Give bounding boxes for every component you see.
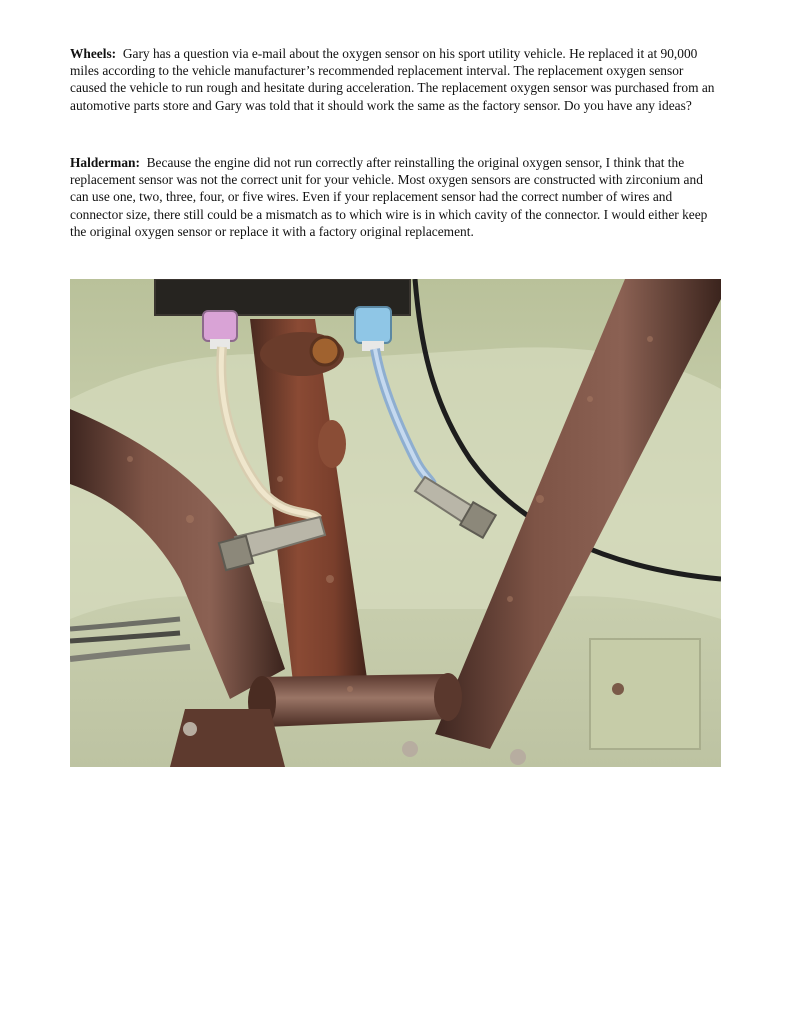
question-text: Gary has a question via e-mail about the oxygen sensor on his sport utility vehicle. He replaced it at 90,000 miles according to the vehicle manufacturer’s recommended replacement interval. The replacement oxygen sensor caused the vehicle to run rough and hesitate during acceleration. The replacement oxygen sensor was purchased from an automotive parts store and Gary was told that it should work the same as the factory sensor. Do you have any ideas? <box>70 46 715 113</box>
pink-connector <box>203 311 237 341</box>
question-speaker: Wheels: <box>70 46 117 61</box>
answer-paragraph <box>70 154 721 240</box>
bracket-plate <box>590 639 700 749</box>
exhaust-oxygen-sensor-photo <box>70 279 721 767</box>
blue-connector <box>355 307 391 343</box>
photo-illustration <box>70 279 721 767</box>
exhaust-flange <box>170 709 285 767</box>
answer-speaker: Halderman: <box>70 155 140 170</box>
bolt <box>612 683 624 695</box>
crossover-pipe <box>260 674 450 727</box>
answer-text: Because the engine did not run correctly after reinstalling the original oxygen sensor, I think that the replacement sensor was not the correct unit for your vehicle. Most oxygen sensors are constructed with zirconium and can use one, two, three, four, or five wires. Even if your replacement sensor had the correct number of wires and connector size, there still could be a mismatch as to which wire is in which cavity of the connector. I would either keep the original oxygen sensor or replace it with a factory original replacement. <box>70 155 708 239</box>
question-paragraph <box>70 45 721 114</box>
